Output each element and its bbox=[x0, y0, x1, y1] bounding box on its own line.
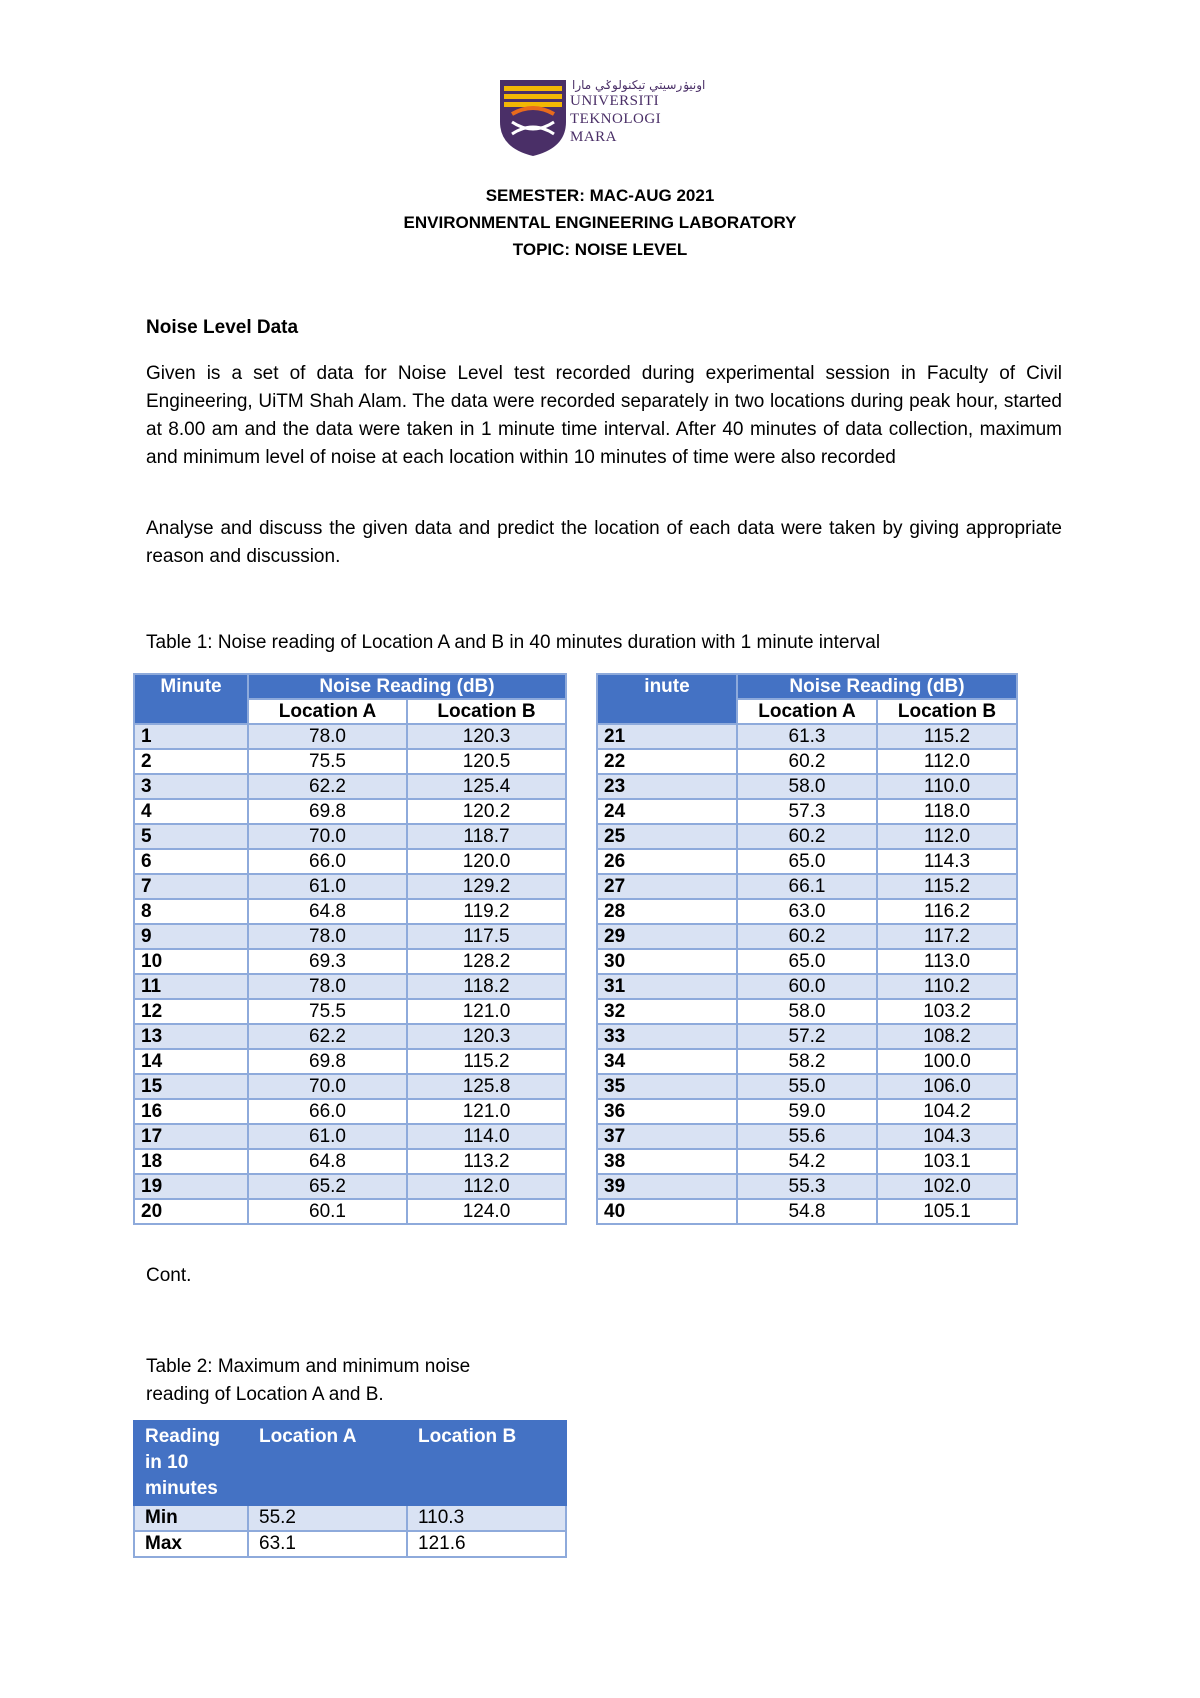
table2-caption-line-2: reading of Location A and B. bbox=[146, 1384, 384, 1405]
row-label-cell: 9 bbox=[134, 924, 248, 949]
location-b-cell: 112.0 bbox=[407, 1174, 566, 1199]
logo-wordmark bbox=[570, 92, 661, 146]
location-b-cell: 120.3 bbox=[407, 724, 566, 749]
location-a-cell: 60.2 bbox=[737, 824, 877, 849]
row-label-cell: 37 bbox=[597, 1124, 737, 1149]
table-row bbox=[134, 1049, 566, 1074]
table-row bbox=[134, 1024, 566, 1049]
table-row bbox=[597, 999, 1017, 1024]
continued-note: Cont. bbox=[146, 1265, 192, 1286]
row-label-cell: 6 bbox=[134, 849, 248, 874]
row-label-cell: 19 bbox=[134, 1174, 248, 1199]
location-b-cell: 114.0 bbox=[407, 1124, 566, 1149]
table-row bbox=[134, 1531, 566, 1557]
header-minute: Minute bbox=[134, 674, 248, 724]
location-b-cell: 118.0 bbox=[877, 799, 1017, 824]
row-label-cell: 16 bbox=[134, 1099, 248, 1124]
lab-line: ENVIRONMENTAL ENGINEERING LABORATORY bbox=[403, 213, 797, 232]
location-a-cell: 63.0 bbox=[737, 899, 877, 924]
location-a-cell: 57.2 bbox=[737, 1024, 877, 1049]
location-a-cell: 78.0 bbox=[248, 924, 407, 949]
location-a-cell: 70.0 bbox=[248, 1074, 407, 1099]
location-a-cell: 65.0 bbox=[737, 849, 877, 874]
location-a-cell: 61.3 bbox=[737, 724, 877, 749]
row-label-cell: 38 bbox=[597, 1149, 737, 1174]
semester-line: SEMESTER: MAC-AUG 2021 bbox=[485, 186, 715, 205]
row-label-cell: 28 bbox=[597, 899, 737, 924]
table-row bbox=[597, 849, 1017, 874]
header-reading-line-2: in 10 bbox=[145, 1452, 189, 1473]
row-label-cell: 29 bbox=[597, 924, 737, 949]
row-label-cell: 1 bbox=[134, 724, 248, 749]
header-location-a: Location A bbox=[248, 699, 407, 724]
location-a-cell: 65.0 bbox=[737, 949, 877, 974]
header-location-a: Location A bbox=[737, 699, 877, 724]
location-b-cell: 125.4 bbox=[407, 774, 566, 799]
location-a-cell: 64.8 bbox=[248, 899, 407, 924]
row-label-cell: 4 bbox=[134, 799, 248, 824]
header-minute: inute bbox=[597, 674, 737, 724]
location-a-cell: 57.3 bbox=[737, 799, 877, 824]
table-row bbox=[597, 899, 1017, 924]
location-a-cell: 60.2 bbox=[737, 749, 877, 774]
table-row bbox=[134, 824, 566, 849]
row-label-cell: 13 bbox=[134, 1024, 248, 1049]
row-label-cell: 11 bbox=[134, 974, 248, 999]
row-label-cell: 33 bbox=[597, 1024, 737, 1049]
row-label-cell: 39 bbox=[597, 1174, 737, 1199]
location-a-cell: 61.0 bbox=[248, 1124, 407, 1149]
location-a-cell: 75.5 bbox=[248, 999, 407, 1024]
table-row bbox=[597, 924, 1017, 949]
row-label-cell: 25 bbox=[597, 824, 737, 849]
table-row bbox=[597, 799, 1017, 824]
location-a-cell: 66.0 bbox=[248, 849, 407, 874]
table-row bbox=[134, 849, 566, 874]
location-a-cell: 55.3 bbox=[737, 1174, 877, 1199]
table-row bbox=[597, 974, 1017, 999]
table-row bbox=[597, 1124, 1017, 1149]
table-row bbox=[597, 1199, 1017, 1224]
location-b-cell: 121.0 bbox=[407, 999, 566, 1024]
location-a-cell: 69.8 bbox=[248, 799, 407, 824]
location-a-cell: 61.0 bbox=[248, 874, 407, 899]
location-b-cell: 105.1 bbox=[877, 1199, 1017, 1224]
table-row bbox=[597, 824, 1017, 849]
location-b-cell: 112.0 bbox=[877, 824, 1017, 849]
row-label-cell: 5 bbox=[134, 824, 248, 849]
table-row bbox=[597, 749, 1017, 774]
logo-line-2: TEKNOLOGI bbox=[570, 111, 662, 127]
row-label-cell: 31 bbox=[597, 974, 737, 999]
location-a-cell: 54.2 bbox=[737, 1149, 877, 1174]
location-b-cell: 114.3 bbox=[877, 849, 1017, 874]
uitm-logo bbox=[498, 78, 706, 158]
location-b-cell: 119.2 bbox=[407, 899, 566, 924]
location-b-cell: 104.3 bbox=[877, 1124, 1017, 1149]
header-location-b: Location B bbox=[407, 699, 566, 724]
row-label-cell: 22 bbox=[597, 749, 737, 774]
header-location-b: Location B bbox=[877, 699, 1017, 724]
location-a-cell: 78.0 bbox=[248, 724, 407, 749]
location-b-cell: 116.2 bbox=[877, 899, 1017, 924]
table2 bbox=[133, 1420, 567, 1558]
table-row bbox=[597, 1049, 1017, 1074]
header-noise-reading: Noise Reading (dB) bbox=[737, 674, 1017, 699]
paragraph-instruction: Analyse and discuss the given data and predict the location of each data were taken by giving appropriate reason and discussion. bbox=[146, 518, 1062, 567]
location-b-cell: 115.2 bbox=[877, 724, 1017, 749]
location-a-cell: 65.2 bbox=[248, 1174, 407, 1199]
table-row bbox=[134, 724, 566, 749]
table-row bbox=[597, 1149, 1017, 1174]
table-row bbox=[134, 1199, 566, 1224]
location-a-cell: 78.0 bbox=[248, 974, 407, 999]
table-row bbox=[134, 1505, 566, 1531]
table-row bbox=[134, 799, 566, 824]
location-b-cell: 102.0 bbox=[877, 1174, 1017, 1199]
row-label-cell: 17 bbox=[134, 1124, 248, 1149]
location-b-cell: 117.2 bbox=[877, 924, 1017, 949]
table-row bbox=[597, 1174, 1017, 1199]
row-label-cell: 27 bbox=[597, 874, 737, 899]
location-b-cell: 120.3 bbox=[407, 1024, 566, 1049]
table-row bbox=[134, 1124, 566, 1149]
row-label-cell: 21 bbox=[597, 724, 737, 749]
location-b-cell: 103.1 bbox=[877, 1149, 1017, 1174]
location-a-cell: 60.0 bbox=[737, 974, 877, 999]
location-a-cell: 58.2 bbox=[737, 1049, 877, 1074]
location-b-cell: 113.0 bbox=[877, 949, 1017, 974]
row-label-cell: 35 bbox=[597, 1074, 737, 1099]
header-noise-reading: Noise Reading (dB) bbox=[248, 674, 566, 699]
table-row bbox=[134, 1099, 566, 1124]
table-row bbox=[597, 1099, 1017, 1124]
location-a-cell: 60.1 bbox=[248, 1199, 407, 1224]
location-b-cell: 124.0 bbox=[407, 1199, 566, 1224]
table-row bbox=[597, 874, 1017, 899]
topic-line: TOPIC: NOISE LEVEL bbox=[512, 240, 688, 259]
table2-caption-line-1: Table 2: Maximum and minimum noise bbox=[146, 1356, 471, 1377]
row-label-cell: 23 bbox=[597, 774, 737, 799]
logo-line-1: UNIVERSITI bbox=[570, 93, 660, 109]
table-row bbox=[134, 949, 566, 974]
location-b-cell: 108.2 bbox=[877, 1024, 1017, 1049]
document-header bbox=[0, 182, 1200, 263]
header-reading-in-10-minutes bbox=[134, 1421, 248, 1505]
location-b-cell: 129.2 bbox=[407, 874, 566, 899]
location-a-cell: 66.0 bbox=[248, 1099, 407, 1124]
location-b-cell: 103.2 bbox=[877, 999, 1017, 1024]
location-b-cell: 100.0 bbox=[877, 1049, 1017, 1074]
row-label-cell: 14 bbox=[134, 1049, 248, 1074]
location-a-cell: 60.2 bbox=[737, 924, 877, 949]
row-label-cell: 7 bbox=[134, 874, 248, 899]
header-reading-line-3: minutes bbox=[145, 1478, 218, 1499]
row-label-cell: 3 bbox=[134, 774, 248, 799]
table-row bbox=[134, 749, 566, 774]
row-label-cell: 2 bbox=[134, 749, 248, 774]
location-a-cell: 55.0 bbox=[737, 1074, 877, 1099]
location-a-cell: 55.2 bbox=[248, 1505, 407, 1531]
location-a-cell: 70.0 bbox=[248, 824, 407, 849]
location-b-cell: 120.0 bbox=[407, 849, 566, 874]
row-label-cell: 15 bbox=[134, 1074, 248, 1099]
location-a-cell: 69.3 bbox=[248, 949, 407, 974]
table1-left bbox=[133, 673, 567, 1225]
location-a-cell: 66.1 bbox=[737, 874, 877, 899]
location-b-cell: 121.0 bbox=[407, 1099, 566, 1124]
location-b-cell: 120.2 bbox=[407, 799, 566, 824]
table1-caption: Table 1: Noise reading of Location A and B in 40 minutes duration with 1 minute interval bbox=[146, 632, 881, 653]
row-label-cell: 10 bbox=[134, 949, 248, 974]
location-b-cell: 115.2 bbox=[407, 1049, 566, 1074]
location-b-cell: 110.2 bbox=[877, 974, 1017, 999]
location-a-cell: 62.2 bbox=[248, 1024, 407, 1049]
section-title: Noise Level Data bbox=[146, 317, 299, 338]
table-row bbox=[134, 924, 566, 949]
location-b-cell: 121.6 bbox=[407, 1531, 566, 1557]
location-b-cell: 110.3 bbox=[407, 1505, 566, 1531]
location-b-cell: 113.2 bbox=[407, 1149, 566, 1174]
location-b-cell: 125.8 bbox=[407, 1074, 566, 1099]
row-label-cell: 12 bbox=[134, 999, 248, 1024]
location-b-cell: 115.2 bbox=[877, 874, 1017, 899]
table-row bbox=[597, 774, 1017, 799]
table-row bbox=[597, 1074, 1017, 1099]
table-row bbox=[597, 724, 1017, 749]
location-a-cell: 59.0 bbox=[737, 1099, 877, 1124]
row-label-cell: 40 bbox=[597, 1199, 737, 1224]
location-a-cell: 55.6 bbox=[737, 1124, 877, 1149]
location-a-cell: 54.8 bbox=[737, 1199, 877, 1224]
location-b-cell: 128.2 bbox=[407, 949, 566, 974]
location-a-cell: 63.1 bbox=[248, 1531, 407, 1557]
uitm-crest-icon bbox=[498, 78, 568, 158]
location-b-cell: 120.5 bbox=[407, 749, 566, 774]
location-a-cell: 69.8 bbox=[248, 1049, 407, 1074]
header-location-a: Location A bbox=[248, 1421, 407, 1505]
location-b-cell: 118.2 bbox=[407, 974, 566, 999]
table-row bbox=[134, 1074, 566, 1099]
table2-caption bbox=[146, 1353, 546, 1409]
row-label-cell: Min bbox=[134, 1505, 248, 1531]
location-a-cell: 58.0 bbox=[737, 999, 877, 1024]
location-b-cell: 112.0 bbox=[877, 749, 1017, 774]
table-row bbox=[134, 1174, 566, 1199]
location-a-cell: 75.5 bbox=[248, 749, 407, 774]
location-a-cell: 64.8 bbox=[248, 1149, 407, 1174]
row-label-cell: 24 bbox=[597, 799, 737, 824]
table1-right bbox=[596, 673, 1018, 1225]
row-label-cell: 8 bbox=[134, 899, 248, 924]
table-row bbox=[597, 949, 1017, 974]
location-b-cell: 110.0 bbox=[877, 774, 1017, 799]
table-row bbox=[134, 899, 566, 924]
location-b-cell: 104.2 bbox=[877, 1099, 1017, 1124]
table-row bbox=[134, 774, 566, 799]
row-label-cell: 30 bbox=[597, 949, 737, 974]
row-label-cell: 20 bbox=[134, 1199, 248, 1224]
location-b-cell: 118.7 bbox=[407, 824, 566, 849]
table-row bbox=[134, 874, 566, 899]
row-label-cell: 26 bbox=[597, 849, 737, 874]
paragraph-intro: Given is a set of data for Noise Level test recorded during experimental session in Faculty of Civil Engineering, UiTM Shah Alam. The data were recorded separately in two locations during peak hour, started at 8.00 am and the data were taken in 1 minute time interval. After 40 minutes of data collection, maximum and minimum level of noise at each location within 10 minutes of time were also recorded bbox=[146, 363, 1062, 468]
location-b-cell: 106.0 bbox=[877, 1074, 1017, 1099]
logo-arabic-text: اونيۏرسيتي تيكنولوݢي مارا bbox=[572, 78, 706, 92]
row-label-cell: Max bbox=[134, 1531, 248, 1557]
location-a-cell: 62.2 bbox=[248, 774, 407, 799]
header-reading-line-1: Reading bbox=[145, 1426, 220, 1447]
row-label-cell: 36 bbox=[597, 1099, 737, 1124]
header-location-b: Location B bbox=[407, 1421, 566, 1505]
row-label-cell: 18 bbox=[134, 1149, 248, 1174]
row-label-cell: 34 bbox=[597, 1049, 737, 1074]
table-row bbox=[134, 999, 566, 1024]
table-row bbox=[597, 1024, 1017, 1049]
location-a-cell: 58.0 bbox=[737, 774, 877, 799]
logo-line-3: MARA bbox=[570, 129, 618, 145]
table-row bbox=[134, 1149, 566, 1174]
location-b-cell: 117.5 bbox=[407, 924, 566, 949]
table-row bbox=[134, 974, 566, 999]
row-label-cell: 32 bbox=[597, 999, 737, 1024]
